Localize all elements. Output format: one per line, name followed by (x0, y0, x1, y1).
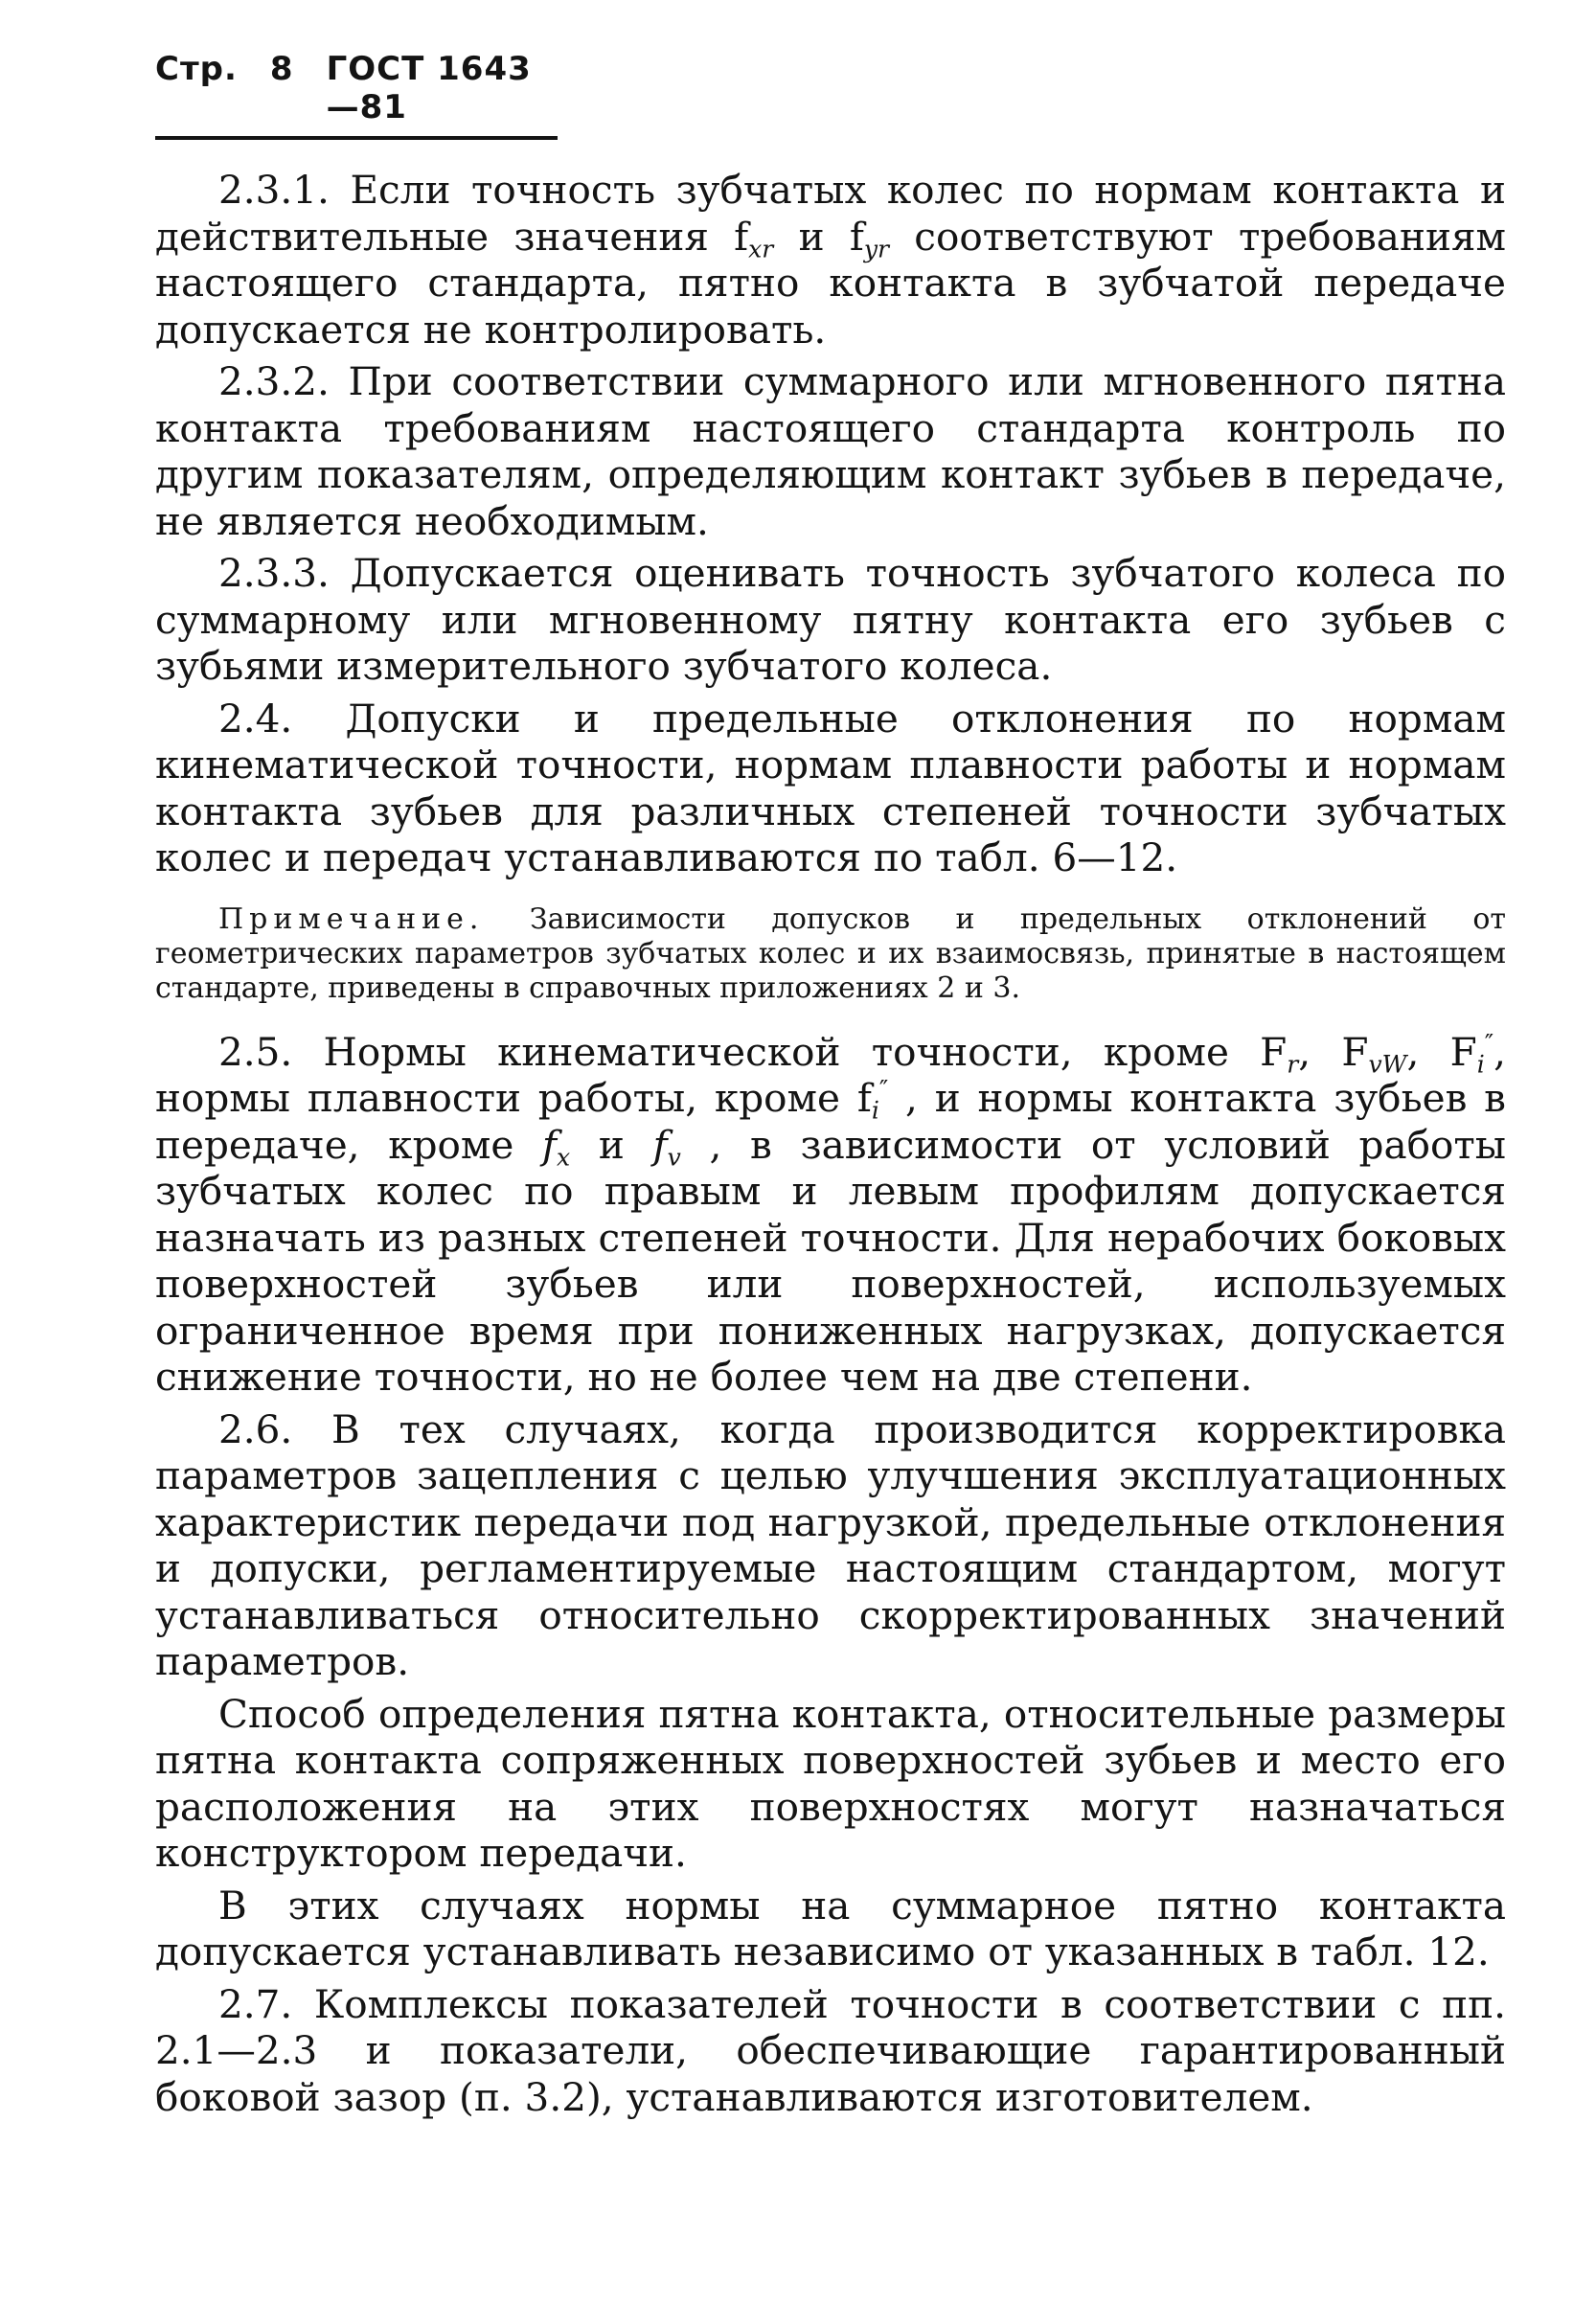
paragraph-2-6: 2.6. В тех случаях, когда производится корректировка параметров зацепления с целью улучшения эксплуатационных характеристик передачи под нагрузкой, предельные отклонения и допуски, регламентируемые настоящим стандартом, могут устанавливаться относительно скорректированных значений параметров. (155, 1405, 1506, 1684)
paragraph-2-5: 2.5. Нормы кинематической точности, кроме $F_r$, $F_{vW}$, $F_i''$, нормы плавности работы, кроме $f_i''$ , и нормы контакта зубьев в передаче, кроме $f_x$ и $f_v$ , в зависимости от условий работы зубчатых колес по правым и левым профилям допускается назначать из разных степеней точности. Для нерабочих боковых поверхностей зубьев или поверхностей, используемых ограниченное время при пониженных нагрузках, допускается снижение точности, но не более чем на две степени. (155, 1028, 1506, 1400)
page-number: 8 (269, 50, 294, 88)
paragraph-2-4: 2.4. Допуски и предельные отклонения по нормам кинематической точности, нормам плавности работы и нормам контакта зубьев для различных степеней точности зубчатых колес и передач устанавливаются по табл. 6—12. (155, 695, 1506, 880)
note-text: Зависимости допусков и предельных отклонений от геометрических параметров зубчатых колес и их взаимосвязь, принятые в настоящем стандарте, приведены в справочных приложениях 2 и 3. (155, 901, 1506, 1005)
paragraph-2-7: 2.7. Комплексы показателей точности в соответствии с пп. 2.1—2.3 и показатели, обеспечивающие гарантированный боковой зазор (п. 3.2), устанавливаются изготовителем. (155, 1980, 1506, 2120)
document-page (155, 50, 1506, 2253)
paragraph-2-3-1: 2.3.1. Если точность зубчатых колес по нормам контакта и действительные значения $f_{xr}$ и $f_{yr}$ соответствуют требованиям настоящего стандарта, пятно контакта в зубчатой передаче допускается не контролировать. (155, 167, 1506, 353)
page-header (155, 50, 558, 140)
standard-designation: ГОСТ 1643—81 (326, 50, 532, 126)
document-body (155, 167, 1506, 2120)
paragraph-2-6-contact-method: Способ определения пятна контакта, относительные размеры пятна контакта сопряженных поверхностей зубьев и место его расположения на этих поверхностях могут назначаться конструктором передачи. (155, 1690, 1506, 1876)
paragraph-2-3-2: 2.3.2. При соответствии суммарного или мгновенного пятна контакта требованиям настоящего стандарта контроль по другим показателям, определяющим контакт зубьев в передаче, не является необходимым. (155, 358, 1506, 544)
note (155, 902, 1506, 1006)
note-label: Примечание. (218, 901, 485, 936)
page-label: Стр. (155, 50, 238, 88)
paragraph-2-6-norms: В этих случаях нормы на суммарное пятно контакта допускается устанавливать независимо от указанных в табл. 12. (155, 1882, 1506, 1974)
paragraph-2-3-3: 2.3.3. Допускается оценивать точность зубчатого колеса по суммарному или мгновенному пятну контакта его зубьев с зубьями измерительного зубчатого колеса. (155, 550, 1506, 689)
